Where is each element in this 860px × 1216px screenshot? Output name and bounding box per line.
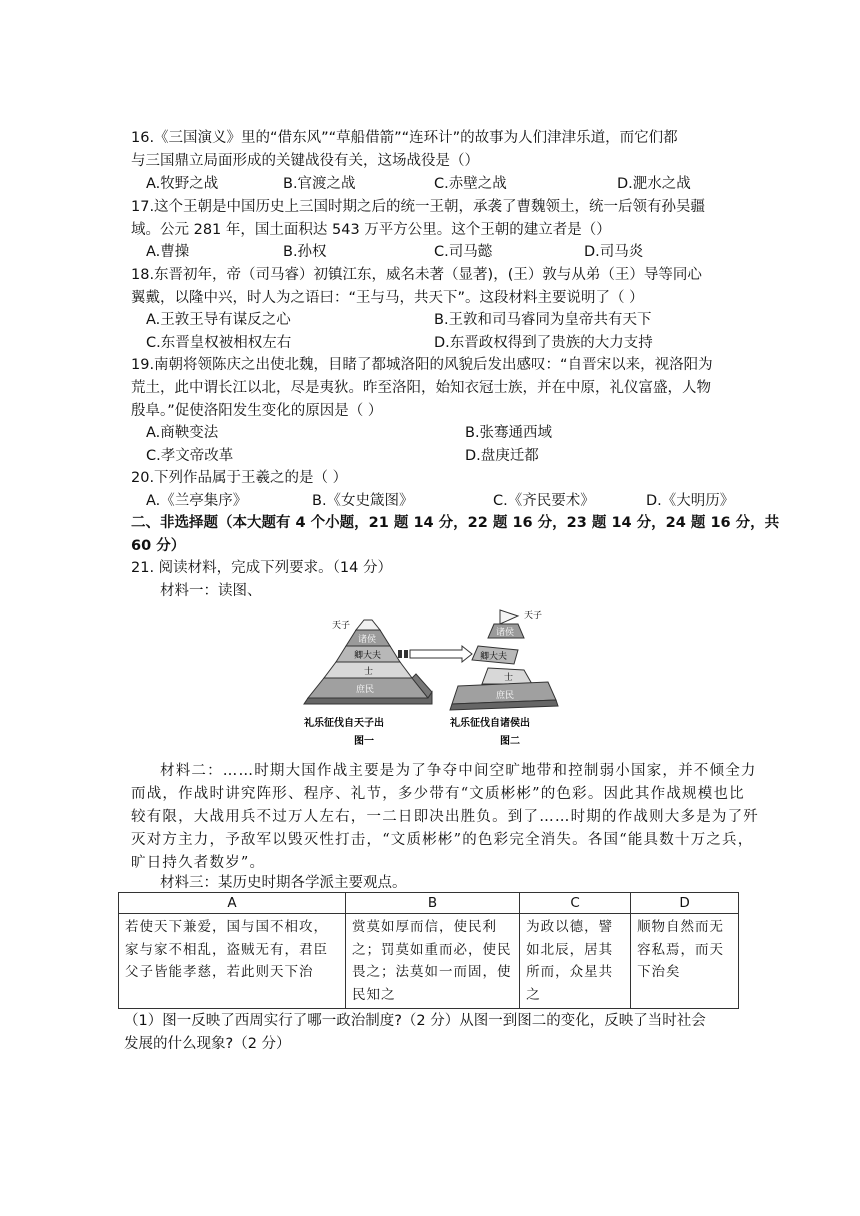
table-header-row	[119, 893, 739, 914]
q19-stem-line1: 19.南朝将领陈庆之出使北魏，目睹了都城洛阳的风貌后发出感叹：“自晋宋以来，视洛阳为	[131, 357, 713, 373]
q19-option-d: D.盘庚迁都	[465, 448, 539, 464]
fig1-layer-shumin: 庶民	[356, 685, 375, 695]
q16-option-d: D.淝水之战	[617, 176, 691, 192]
q18-option-d: D.东晋政权得到了贵族的大力支持	[434, 335, 653, 351]
q20-stem: 20.下列作品属于王羲之的是（ ）	[131, 470, 348, 486]
q16-option-b: B.官渡之战	[283, 176, 356, 192]
q16-option-c: C.赤壁之战	[434, 176, 507, 192]
fig1-caption: 礼乐征伐自天子出	[304, 718, 384, 729]
q20-option-d: D.《大明历》	[646, 493, 735, 509]
fig2-caption: 礼乐征伐自诸侯出	[450, 718, 530, 729]
q21-stem: 21. 阅读材料，完成下列要求。（14 分）	[131, 560, 392, 576]
q19-option-c: C.孝文帝改革	[146, 448, 234, 464]
q19-stem-line2: 荒土，此中谓长江以北，尽是夷狄。昨至洛阳，始知衣冠士族，并在中原，礼仪富盛，人物	[131, 380, 711, 396]
fig1-layer-tianzi: 天子	[332, 621, 351, 631]
table-cell-d: 顺物自然而无容私焉，而天下治矣	[631, 914, 739, 1009]
q20-option-a: A.《兰亭集序》	[146, 493, 248, 509]
q21-sub1-line1: （1）图一反映了西周实行了哪一政治制度?（2 分）从图一到图二的变化，反映了当时社会	[124, 1013, 706, 1029]
material3-label: 材料三：某历史时期各学派主要观点。	[160, 875, 407, 891]
fig2-layer-shumin: 庶民	[496, 691, 515, 701]
q18-stem-line1: 18.东晋初年，帝（司马睿）初镇江东，威名未著（显著)，(王）敦与从弟（王）导等同心	[131, 267, 702, 283]
schools-views-table	[118, 892, 739, 1009]
table-header-d: D	[631, 893, 739, 914]
q16-stem-line1: 16.《三国演义》里的“借东风”“草船借箭”“连环计”的故事为人们津津乐道，而它们都	[131, 130, 678, 146]
material2-line1: 材料二：……时期大国作战主要是为了争夺中间空旷地带和控制弱小国家，并不倾全力	[160, 763, 757, 779]
fig1-label: 图一	[354, 736, 374, 747]
section2-heading-line2: 60 分）	[131, 538, 186, 554]
q16-stem-line2: 与三国鼎立局面形成的关键战役有关，这场战役是（）	[131, 153, 479, 169]
arrow-icon	[398, 646, 472, 662]
q17-stem-line1: 17.这个王朝是中国历史上三国时期之后的统一王朝，承袭了曹魏领土，统一后领有孙吴疆	[131, 199, 706, 215]
section2-heading-line1: 二、非选择题（本大题有 4 个小题，21 题 14 分，22 题 16 分，23 题 14 分，24 题 16 分，共	[131, 515, 780, 531]
table-header-a: A	[119, 893, 346, 914]
q21-material1-label: 材料一：读图、	[160, 583, 262, 599]
q17-option-d: D.司马炎	[584, 244, 644, 260]
hierarchy-figure	[292, 604, 572, 750]
q20-option-c: C.《齐民要术》	[493, 493, 595, 509]
table-row	[119, 914, 739, 1009]
q19-option-b: B.张骞通西域	[465, 425, 553, 441]
material2-line4: 灭对方主力，予敌军以毁灭性打击，“文质彬彬”的色彩完全消失。各国“能具数十万之兵，	[131, 832, 754, 848]
table-header-c: C	[520, 893, 631, 914]
table-cell-b: 赏莫如厚而信，使民利之；罚莫如重而必，使民畏之；法莫如一而固，使民知之	[346, 914, 520, 1009]
fig2-layer-zhuhou: 诸侯	[496, 628, 515, 638]
table-header-b: B	[346, 893, 520, 914]
q19-stem-line3: 殷阜。”促使洛阳发生变化的原因是（ ）	[131, 403, 383, 419]
q17-option-c: C.司马懿	[434, 244, 493, 260]
fig2-layer-tianzi: 天子	[524, 611, 543, 621]
q18-stem-line2: 翼戴，以隆中兴，时人为之语曰：“王与马，共天下”。这段材料主要说明了（ ）	[131, 290, 644, 306]
q18-option-c: C.东晋皇权被相权左右	[146, 335, 292, 351]
table-cell-c: 为政以德，譬如北辰，居其所而，众星共之	[520, 914, 631, 1009]
fig2-layer-qingdafu: 卿大夫	[480, 652, 508, 662]
q17-option-a: A.曹操	[146, 244, 190, 260]
fig1-layer-zhuhou: 诸侯	[358, 635, 377, 645]
fig2-layer-shi: 士	[504, 673, 514, 683]
fig1-layer-qingdafu: 卿大夫	[354, 651, 382, 661]
material2-line5: 旷日持久者数岁”。	[131, 855, 266, 871]
fig1-layer-shi: 士	[364, 667, 374, 677]
q19-option-a: A.商鞅变法	[146, 425, 219, 441]
material2-line3: 较有限，大战用兵不过万人左右，一二日即决出胜负。到了……时期的作战则大多是为了歼	[131, 809, 759, 825]
material2-line2: 而战，作战时讲究阵形、程序、礼节，多少带有“文质彬彬”的色彩。因此其作战规模也比	[131, 786, 745, 802]
q17-stem-line2: 域。公元 281 年，国土面积达 543 万平方公里。这个王朝的建立者是（）	[131, 222, 611, 238]
q20-option-b: B.《女史箴图》	[312, 493, 414, 509]
q18-option-a: A.王敦王导有谋反之心	[146, 312, 291, 328]
q17-option-b: B.孙权	[283, 244, 327, 260]
fig2-label: 图二	[500, 736, 520, 747]
q21-sub1-line2: 发展的什么现象?（2 分）	[124, 1036, 291, 1052]
table-cell-a: 若使天下兼爱，国与国不相攻，家与家不相乱，盗贼无有，君臣父子皆能孝慈，若此则天下治	[119, 914, 346, 1009]
q16-option-a: A.牧野之战	[146, 176, 219, 192]
q18-option-b: B.王敦和司马睿同为皇帝共有天下	[434, 312, 652, 328]
